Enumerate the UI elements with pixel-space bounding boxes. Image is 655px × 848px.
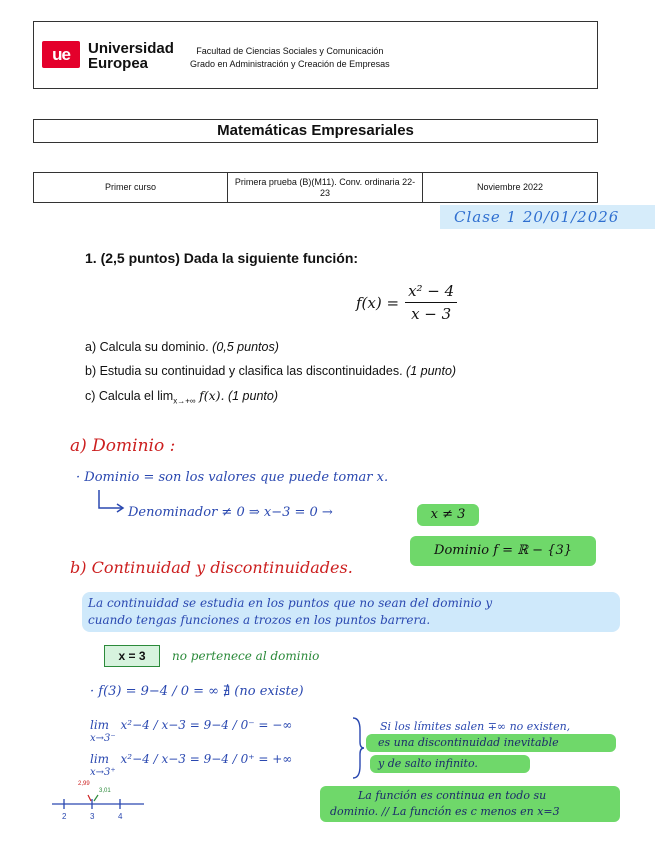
notes-no-pertenece: no pertenece al dominio: [172, 649, 320, 663]
function-denominator: x − 3: [411, 305, 452, 323]
university-logo: ue: [42, 41, 80, 68]
lim-left-label: lim: [90, 718, 110, 732]
arrow-icon: [96, 488, 126, 516]
info-table: [33, 172, 598, 203]
class-note: Clase 1 20/01/2026: [440, 205, 655, 229]
function-formula: [356, 282, 457, 323]
question-a: [85, 340, 279, 354]
function-numerator: x² − 4: [405, 282, 457, 303]
question-b-text: b) Estudia su continuidad y clasifica las discontinuidades.: [85, 364, 403, 378]
notes-side-line1: Si los límites salen ∓∞ no existen,: [380, 720, 571, 733]
brace-icon: [350, 716, 366, 780]
date-cell: Noviembre 2022: [476, 182, 544, 192]
exam-cell: Primera prueba (B)(M11). Conv. ordinaria 22-23: [228, 173, 423, 202]
numline-3: 3: [90, 812, 95, 821]
university-line2: Europea: [88, 55, 149, 72]
question-b-points: (1 punto): [406, 364, 457, 378]
notes-conclusion-line2: dominio. // La función es c menos en x=3: [330, 805, 560, 818]
faculty-info: [190, 45, 390, 71]
university-name: [88, 41, 174, 71]
notes-f3: · f(3) = 9−4 / 0 = ∞ ∄ (no existe): [90, 684, 304, 699]
numline-2: 2: [62, 812, 67, 821]
faculty-line2: Grado en Administración y Creación de Empresas: [190, 59, 390, 69]
function-fraction: [405, 282, 457, 323]
question-c-points: (1 punto): [227, 389, 278, 403]
notes-dominio-def: · Dominio = son los valores que puede tomar x.: [76, 470, 389, 485]
question-heading: 1. (2,5 puntos) Dada la siguiente función:: [85, 250, 359, 266]
lim-left-expr: x²−4 / x−3 = 9−4 / 0⁻ = −∞: [120, 718, 293, 732]
numline-4: 4: [118, 812, 123, 821]
lim-right-sub: x→3⁺: [90, 767, 116, 778]
lim-right-expr: x²−4 / x−3 = 9−4 / 0⁺ = +∞: [120, 752, 293, 766]
notes-dominio-f: Dominio f = ℝ − {3}: [410, 536, 596, 566]
question-b: [85, 364, 456, 378]
notes-denominador: Denominador ≠ 0 ⇒ x−3 = 0 →: [128, 505, 333, 520]
page-title: Matemáticas Empresariales: [33, 119, 598, 143]
question-a-points: (0,5 puntos): [212, 340, 279, 354]
notes-lim-left: [90, 718, 292, 746]
university-line1: Universidad: [88, 40, 174, 57]
notes-conclusion: [320, 786, 620, 822]
question-c-expr: f(x).: [199, 388, 225, 403]
question-c-sub: x→+∞: [173, 396, 196, 406]
notes-conclusion-line1: La función es continua en todo su: [358, 789, 547, 802]
function-lhs: f(x) =: [356, 293, 400, 312]
notes-a-heading: a) Dominio :: [70, 436, 176, 456]
course-cell: Primer curso: [34, 173, 228, 202]
lim-right-label: lim: [90, 752, 110, 766]
notes-continuidad-line1: La continuidad se estudia en los puntos que no sean del dominio y: [88, 596, 493, 610]
notes-side-line2: es una discontinuidad inevitable: [366, 734, 616, 752]
faculty-line1: Facultad de Ciencias Sociales y Comunicación: [196, 46, 384, 56]
notes-lim-right: [90, 752, 292, 780]
question-a-text: a) Calcula su dominio.: [85, 340, 209, 354]
notes-continuidad-line2: cuando tengas funciones a trozos en los puntos barrera.: [88, 613, 431, 627]
notes-side-line3: y de salto infinito.: [370, 755, 530, 773]
notes-continuidad: [82, 592, 620, 632]
lim-left-sub: x→3⁻: [90, 733, 116, 744]
notes-b-heading: b) Continuidad y discontinuidades.: [70, 558, 353, 577]
numline-299: 2,99: [78, 781, 90, 787]
question-c-text: c) Calcula el lim: [85, 389, 174, 403]
notes-x-eq-3: x = 3: [104, 645, 160, 667]
question-c: [85, 388, 278, 406]
numline-301: 3,01: [99, 788, 111, 794]
notes-x-ne-3: x ≠ 3: [417, 504, 479, 526]
